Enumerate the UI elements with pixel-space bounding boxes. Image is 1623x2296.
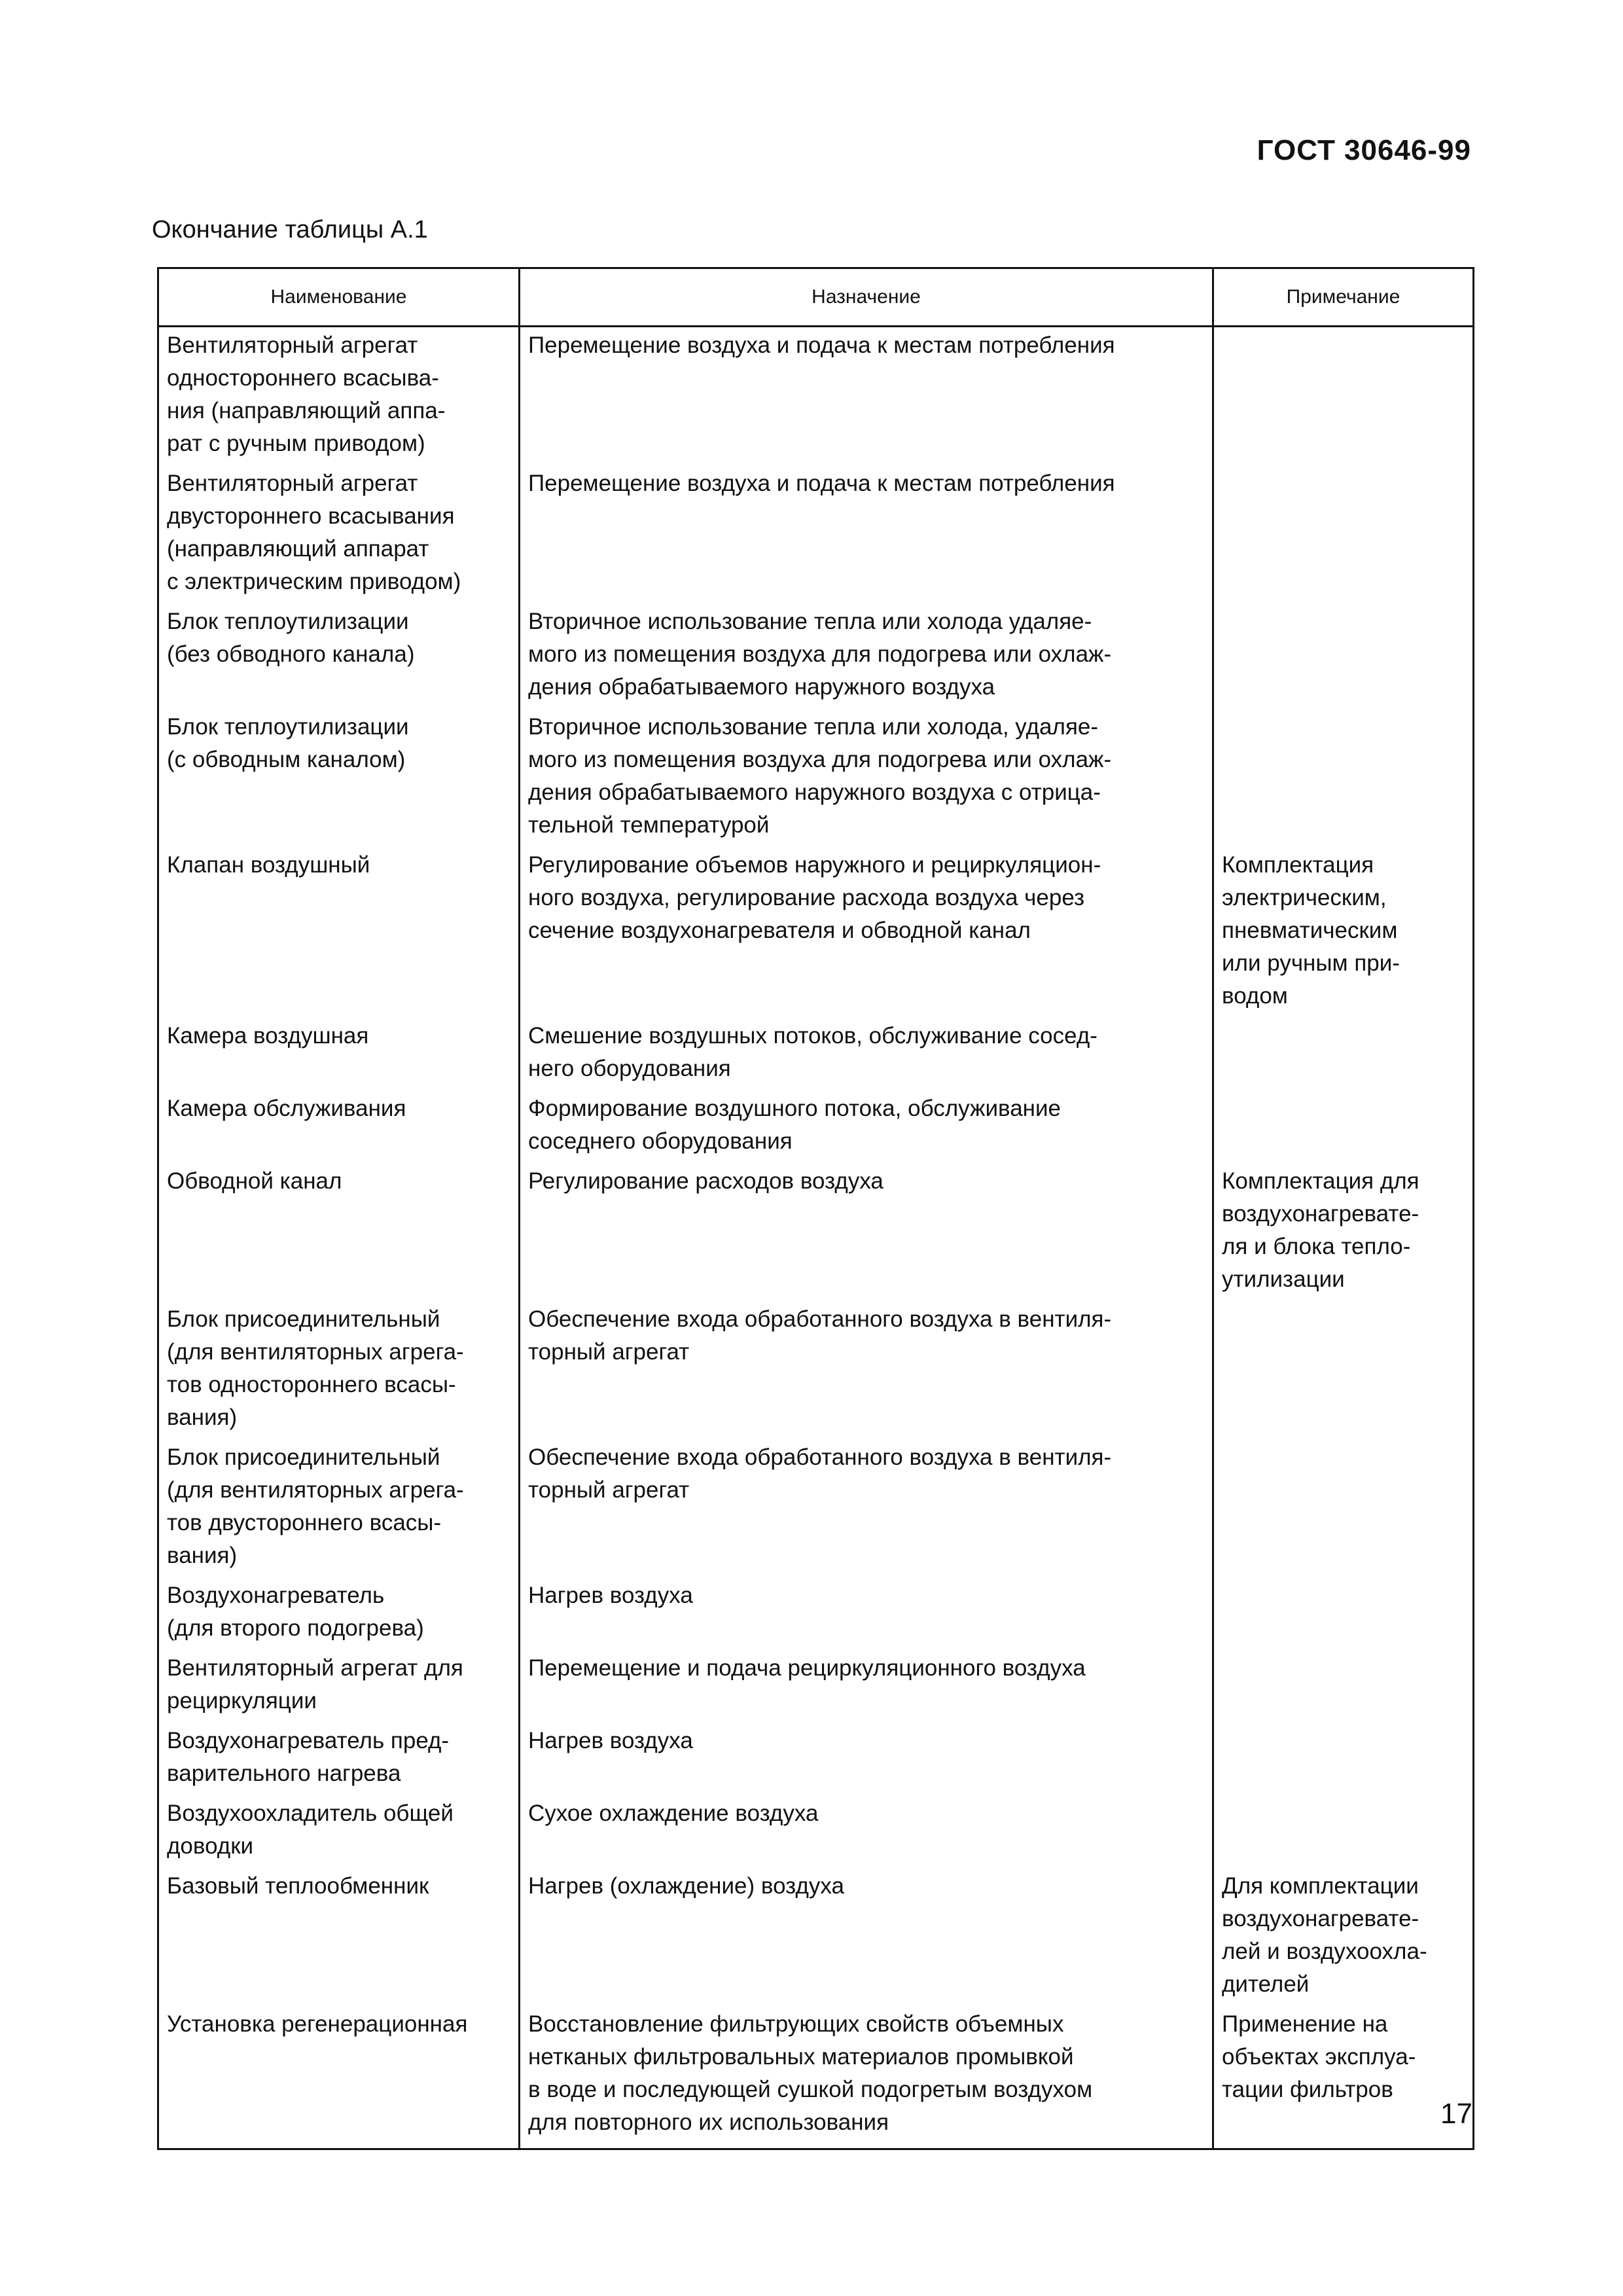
table-row bbox=[158, 1301, 1474, 1439]
cell-purpose: Перемещение и подача рециркуляционного воздуха bbox=[520, 1650, 1213, 1723]
cell-note bbox=[1213, 1650, 1474, 1723]
equipment-table bbox=[157, 267, 1474, 2150]
cell-purpose: Нагрев (охлаждение) воздуха bbox=[520, 1868, 1213, 2006]
cell-note: Комплектация электрическим, пневматическим или ручным при- водом bbox=[1213, 847, 1474, 1018]
cell-name: Воздухонагреватель пред- варительного нагрева bbox=[158, 1723, 520, 1795]
cell-name: Блок присоединительный (для вентиляторных агрега- тов двустороннего всасы- вания) bbox=[158, 1439, 520, 1577]
table-caption: Окончание таблицы А.1 bbox=[152, 216, 428, 243]
column-header-purpose: Назначение bbox=[520, 268, 1213, 327]
cell-purpose: Формирование воздушного потока, обслуживание соседнего оборудования bbox=[520, 1090, 1213, 1163]
table-row bbox=[158, 603, 1474, 709]
table-row bbox=[158, 1018, 1474, 1090]
table-row bbox=[158, 2006, 1474, 2149]
cell-purpose: Регулирование объемов наружного и рециркуляцион- ного воздуха, регулирование расхода воздуха через сечение воздухонагревателя и обводной канал bbox=[520, 847, 1213, 1018]
cell-note bbox=[1213, 1577, 1474, 1650]
column-header-name: Наименование bbox=[158, 268, 520, 327]
cell-note bbox=[1213, 1018, 1474, 1090]
cell-note: Комплектация для воздухонагревате- ля и блока тепло- утилизации bbox=[1213, 1163, 1474, 1301]
cell-name: Блок теплоутилизации (без обводного канала) bbox=[158, 603, 520, 709]
cell-purpose: Нагрев воздуха bbox=[520, 1723, 1213, 1795]
table-row bbox=[158, 327, 1474, 466]
cell-name: Блок теплоутилизации (с обводным каналом) bbox=[158, 709, 520, 847]
cell-purpose: Обеспечение входа обработанного воздуха в вентиля- торный агрегат bbox=[520, 1439, 1213, 1577]
table-header-row bbox=[158, 268, 1474, 327]
cell-purpose: Регулирование расходов воздуха bbox=[520, 1163, 1213, 1301]
cell-name: Клапан воздушный bbox=[158, 847, 520, 1018]
document-code: ГОСТ 30646-99 bbox=[1257, 134, 1471, 166]
table-row bbox=[158, 1650, 1474, 1723]
cell-purpose: Вторичное использование тепла или холода, удаляе- мого из помещения воздуха для подогрева или охлаж- дения обрабатываемого наружного воздуха с отрица- тельной температурой bbox=[520, 709, 1213, 847]
cell-name: Камера обслуживания bbox=[158, 1090, 520, 1163]
cell-note bbox=[1213, 1723, 1474, 1795]
cell-purpose: Обеспечение входа обработанного воздуха в вентиля- торный агрегат bbox=[520, 1301, 1213, 1439]
cell-name: Вентиляторный агрегат двустороннего всасывания (направляющий аппарат с электрическим приводом) bbox=[158, 465, 520, 603]
cell-note bbox=[1213, 1439, 1474, 1577]
cell-note: Применение на объектах эксплуа- тации фильтров bbox=[1213, 2006, 1474, 2149]
cell-note bbox=[1213, 1795, 1474, 1868]
cell-name: Вентиляторный агрегат одностороннего всасыва- ния (направляющий аппа- рат с ручным приводом) bbox=[158, 327, 520, 466]
page-number: 17 bbox=[1440, 2098, 1472, 2130]
cell-note bbox=[1213, 465, 1474, 603]
table-row bbox=[158, 1868, 1474, 2006]
table-row bbox=[158, 1723, 1474, 1795]
table-row bbox=[158, 1577, 1474, 1650]
cell-name: Воздухонагреватель (для второго подогрева) bbox=[158, 1577, 520, 1650]
cell-name: Блок присоединительный (для вентиляторных агрега- тов одностороннего всасы- вания) bbox=[158, 1301, 520, 1439]
cell-name: Обводной канал bbox=[158, 1163, 520, 1301]
column-header-note: Примечание bbox=[1213, 268, 1474, 327]
table-row bbox=[158, 1795, 1474, 1868]
table-row bbox=[158, 1090, 1474, 1163]
cell-note bbox=[1213, 603, 1474, 709]
cell-note bbox=[1213, 1090, 1474, 1163]
table-row bbox=[158, 1163, 1474, 1301]
table-row bbox=[158, 847, 1474, 1018]
cell-name: Камера воздушная bbox=[158, 1018, 520, 1090]
cell-note: Для комплектации воздухонагревате- лей и воздухоохла- дителей bbox=[1213, 1868, 1474, 2006]
cell-purpose: Восстановление фильтрующих свойств объемных нетканых фильтровальных материалов промывкой в воде и последующей сушкой подогретым воздухом для повторного их использования bbox=[520, 2006, 1213, 2149]
cell-purpose: Нагрев воздуха bbox=[520, 1577, 1213, 1650]
cell-note bbox=[1213, 709, 1474, 847]
cell-purpose: Смешение воздушных потоков, обслуживание сосед- него оборудования bbox=[520, 1018, 1213, 1090]
table-row bbox=[158, 709, 1474, 847]
cell-purpose: Перемещение воздуха и подача к местам потребления bbox=[520, 327, 1213, 466]
cell-name: Воздухоохладитель общей доводки bbox=[158, 1795, 520, 1868]
cell-note bbox=[1213, 327, 1474, 466]
cell-name: Установка регенерационная bbox=[158, 2006, 520, 2149]
cell-name: Вентиляторный агрегат для рециркуляции bbox=[158, 1650, 520, 1723]
cell-purpose: Перемещение воздуха и подача к местам потребления bbox=[520, 465, 1213, 603]
cell-name: Базовый теплообменник bbox=[158, 1868, 520, 2006]
table-row bbox=[158, 465, 1474, 603]
cell-purpose: Сухое охлаждение воздуха bbox=[520, 1795, 1213, 1868]
cell-purpose: Вторичное использование тепла или холода удаляе- мого из помещения воздуха для подогрева или охлаж- дения обрабатываемого наружного воздуха bbox=[520, 603, 1213, 709]
cell-note bbox=[1213, 1301, 1474, 1439]
table-row bbox=[158, 1439, 1474, 1577]
